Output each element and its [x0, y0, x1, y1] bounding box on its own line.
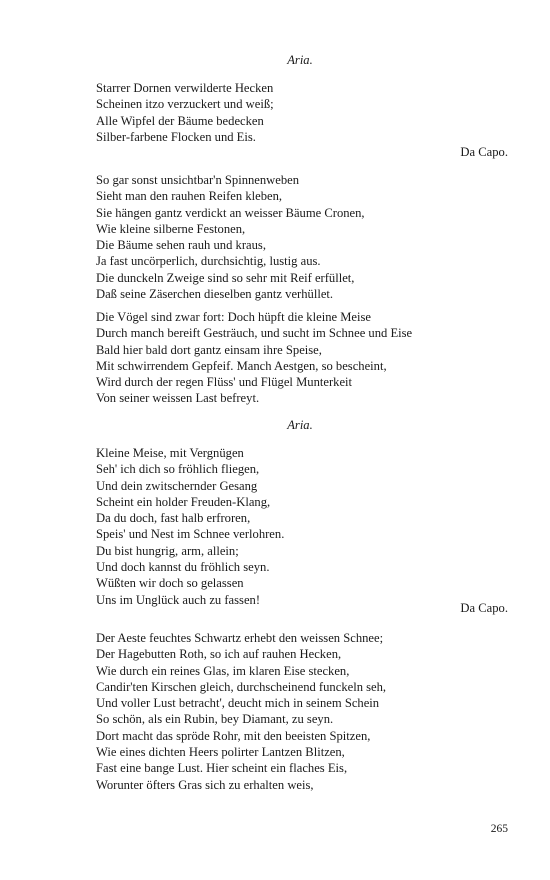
verse-line: Der Hagebutten Roth, so ich auf rauhen Hecken, — [96, 647, 342, 662]
verse-line: Scheint ein holder Freuden-Klang, — [96, 494, 271, 509]
verse-line: Wie kleine silberne Festonen, — [96, 221, 246, 236]
verse-line: Kleine Meise, mit Vergnügen — [96, 446, 244, 460]
da-capo-1: Da Capo. — [460, 145, 508, 159]
verse-line: So gar sonst unsichtbar'n Spinnenweben — [96, 173, 300, 187]
verse-line: Wird durch der regen Flüss' und Flügel Munterkeit — [96, 375, 353, 390]
verse-line: Da du doch, fast halb erfroren, — [96, 511, 251, 526]
aria-1-stanza — [96, 80, 516, 145]
verse-line: Die Bäume sehen rauh und kraus, — [96, 238, 266, 253]
verse-line: Bald hier bald dort gantz einsam ihre Speise, — [96, 342, 322, 357]
recitative-stanza-2 — [96, 172, 516, 302]
verse-line: So schön, als ein Rubin, bey Diamant, zu seyn. — [96, 712, 334, 727]
verse-line: Du bist hungrig, arm, allein; — [96, 543, 239, 558]
verse-line: Sieht man den rauhen Reifen kleben, — [96, 189, 283, 204]
verse-line: Wüßten wir doch so gelassen — [96, 576, 244, 591]
verse-line: Der Aeste feuchtes Schwartz erhebt den weissen Schnee; — [96, 631, 384, 645]
verse-line: Speis' und Nest im Schnee verlohren. — [96, 527, 285, 542]
verse-line: Die Vögel sind zwar fort: Doch hüpft die kleine Meise — [96, 310, 372, 324]
page-number: 265 — [490, 823, 508, 835]
verse-line: Und dein zwitschernder Gesang — [96, 478, 258, 493]
verse-line: Fast eine bange Lust. Hier scheint ein flaches Eis, — [96, 761, 348, 776]
verse-line: Mit schwirrendem Gepfeif. Manch Aestgen, so bescheint, — [96, 358, 387, 373]
verse-line: Die dunckeln Zweige sind so sehr mit Reif erfüllet, — [96, 270, 355, 285]
verse-line: Worunter öfters Gras sich zu erhalten weis, — [96, 777, 314, 792]
verse-line: Silber-farbene Flocken und Eis. — [96, 129, 256, 144]
verse-line: Scheinen itzo verzuckert und weiß; — [96, 97, 274, 112]
aria-2-stanza — [96, 445, 516, 608]
aria-heading-2: Aria. — [287, 418, 313, 432]
verse-line: Von seiner weissen Last befreyt. — [96, 391, 260, 406]
verse-line: Candir'ten Kirschen gleich, durchscheinend funckeln seh, — [96, 679, 387, 694]
verse-line: Ja fast uncörperlich, durchsichtig, lustig aus. — [96, 254, 321, 269]
verse-line: Uns im Unglück auch zu fassen! — [96, 592, 261, 607]
verse-line: Dort macht das spröde Rohr, mit den beeisten Spitzen, — [96, 728, 371, 743]
verse-line: Wie eines dichten Heers polirter Lantzen Blitzen, — [96, 745, 345, 760]
verse-line: Wie durch ein reines Glas, im klaren Eise stecken, — [96, 663, 350, 678]
verse-line: Und doch kannst du fröhlich seyn. — [96, 560, 270, 575]
verse-line: Sie hängen gantz verdickt an weisser Bäume Cronen, — [96, 205, 365, 220]
da-capo-2: Da Capo. — [460, 601, 508, 615]
verse-line: Starrer Dornen verwilderte Hecken — [96, 81, 274, 95]
verse-line: Und voller Lust betracht', deucht mich in seinem Schein — [96, 696, 380, 711]
recitative-stanza-3 — [96, 309, 516, 407]
aria-heading-1: Aria. — [287, 53, 313, 67]
verse-line: Durch manch bereift Gesträuch, und sucht im Schnee und Eise — [96, 326, 413, 341]
verse-line: Daß seine Zäserchen dieselben gantz verhüllet. — [96, 287, 334, 302]
verse-line: Seh' ich dich so fröhlich fliegen, — [96, 462, 260, 477]
verse-line: Alle Wipfel der Bäume bedecken — [96, 113, 264, 128]
recitative-stanza-4 — [96, 630, 516, 793]
